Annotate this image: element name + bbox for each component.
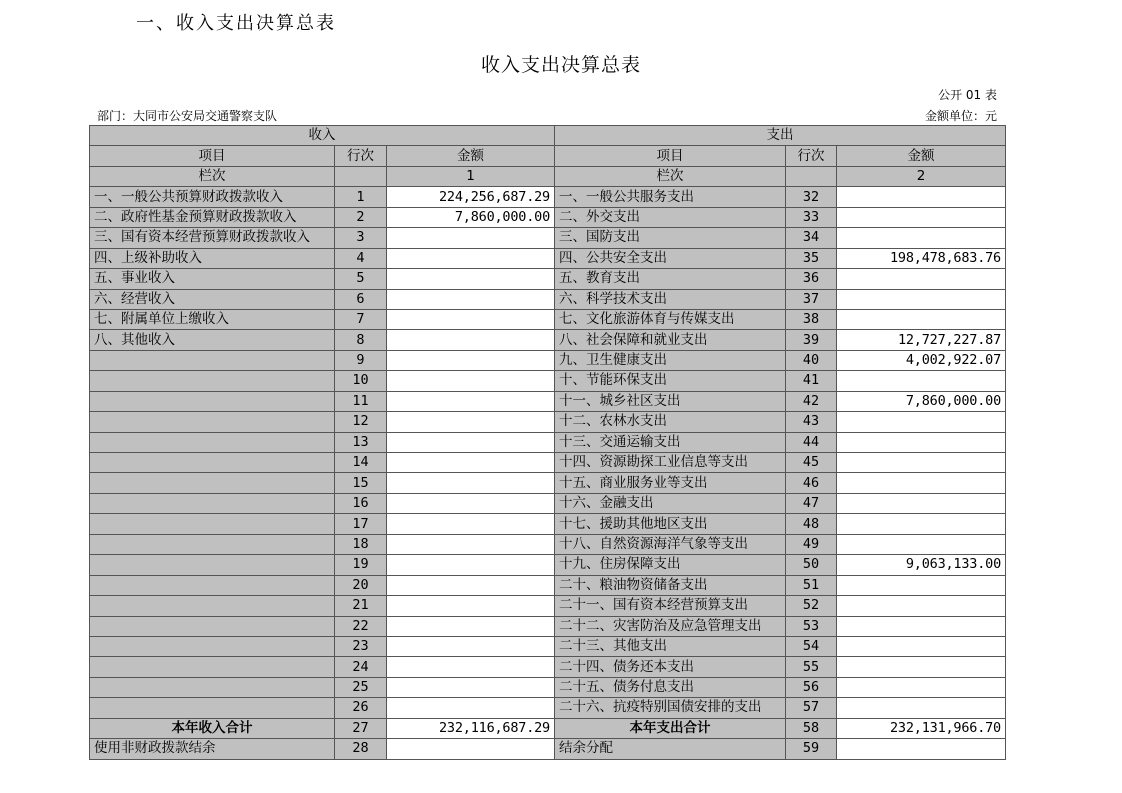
expense-item-cell: 二十四、债务还本支出 [555, 657, 786, 677]
expense-item-cell: 十四、资源勘探工业信息等支出 [555, 453, 786, 473]
income-rowno-cell: 24 [335, 657, 387, 677]
income-amount-cell [387, 371, 555, 391]
expense-item-cell: 二十五、债务付息支出 [555, 677, 786, 697]
expense-item-cell: 十八、自然资源海洋气象等支出 [555, 534, 786, 554]
income-amount-cell [387, 677, 555, 697]
expense-rowno-cell: 51 [786, 575, 837, 595]
expense-rowno-cell: 47 [786, 493, 837, 513]
income-item-cell [90, 371, 335, 391]
income-amount-cell: 224,256,687.29 [387, 187, 555, 207]
income-rowno-cell: 8 [335, 330, 387, 350]
expense-item-cell: 七、文化旅游体育与传媒支出 [555, 309, 786, 329]
income-item-cell [90, 534, 335, 554]
table-row [90, 453, 1006, 473]
income-rowno-cell: 17 [335, 514, 387, 534]
expense-amount-cell [837, 289, 1006, 309]
income-item-cell [90, 616, 335, 636]
income-amount-cell [387, 657, 555, 677]
expense-item-cell: 二十六、抗疫特别国债安排的支出 [555, 698, 786, 718]
expense-item-cell: 十五、商业服务业等支出 [555, 473, 786, 493]
expense-col-label: 栏次 [555, 166, 786, 186]
income-item-cell [90, 391, 335, 411]
expense-rowno-cell: 35 [786, 248, 837, 268]
table-row [90, 575, 1006, 595]
income-amount-cell [387, 493, 555, 513]
table-row [90, 657, 1006, 677]
table-row [90, 330, 1006, 350]
table-row [90, 698, 1006, 718]
income-item-cell [90, 636, 335, 656]
expense-rowno-cell: 39 [786, 330, 837, 350]
income-item-cell [90, 493, 335, 513]
income-item-cell [90, 514, 335, 534]
table-row [90, 289, 1006, 309]
expense-amount-cell [837, 473, 1006, 493]
expense-item-cell: 十、节能环保支出 [555, 371, 786, 391]
expense-item-cell: 二十三、其他支出 [555, 636, 786, 656]
income-total-rowno: 27 [335, 718, 387, 738]
expense-rowno-cell: 40 [786, 350, 837, 370]
income-item-header: 项目 [90, 146, 335, 166]
expense-item-cell: 二、外交支出 [555, 207, 786, 227]
income-col-label: 栏次 [90, 166, 335, 186]
column-header-row [90, 146, 1006, 166]
income-item-cell [90, 350, 335, 370]
expense-item-cell: 十六、金融支出 [555, 493, 786, 513]
income-item-cell: 二、政府性基金预算财政拨款收入 [90, 207, 335, 227]
income-item-cell: 一、一般公共预算财政拨款收入 [90, 187, 335, 207]
income-item-cell [90, 575, 335, 595]
income-col-blank [335, 166, 387, 186]
expense-amount-cell: 4,002,922.07 [837, 350, 1006, 370]
income-rowno-cell: 28 [335, 739, 387, 759]
income-item-cell [90, 453, 335, 473]
table-row [90, 514, 1006, 534]
income-amount-header: 金额 [387, 146, 555, 166]
table-row [90, 207, 1006, 227]
income-amount-cell [387, 391, 555, 411]
column-number-row [90, 166, 1006, 186]
income-rowno-cell: 19 [335, 555, 387, 575]
table-row [90, 473, 1006, 493]
income-rowno-cell: 26 [335, 698, 387, 718]
income-amount-cell [387, 698, 555, 718]
expense-col-number: 2 [837, 166, 1006, 186]
expense-amount-cell [837, 432, 1006, 452]
income-total-amount: 232,116,687.29 [387, 718, 555, 738]
income-amount-cell [387, 534, 555, 554]
income-amount-cell [387, 432, 555, 452]
income-item-cell: 三、国有资本经营预算财政拨款收入 [90, 228, 335, 248]
income-rowno-cell: 25 [335, 677, 387, 697]
income-amount-cell [387, 739, 555, 759]
expense-rowno-cell: 59 [786, 739, 837, 759]
income-amount-cell [387, 596, 555, 616]
expense-amount-cell [837, 636, 1006, 656]
table-row [90, 493, 1006, 513]
expense-amount-cell [837, 698, 1006, 718]
table-row [90, 187, 1006, 207]
expense-rowno-cell: 44 [786, 432, 837, 452]
income-rowno-cell: 11 [335, 391, 387, 411]
income-amount-cell [387, 412, 555, 432]
page-title: 收入支出决算总表 [480, 54, 641, 76]
income-amount-cell [387, 616, 555, 636]
expense-rowno-cell: 54 [786, 636, 837, 656]
expense-total-rowno: 58 [786, 718, 837, 738]
income-rowno-cell: 15 [335, 473, 387, 493]
income-item-cell: 七、附属单位上缴收入 [90, 309, 335, 329]
income-item-cell: 八、其他收入 [90, 330, 335, 350]
income-rowno-cell: 14 [335, 453, 387, 473]
expense-col-blank [786, 166, 837, 186]
income-item-cell: 五、事业收入 [90, 269, 335, 289]
income-item-cell [90, 473, 335, 493]
expense-rowno-cell: 34 [786, 228, 837, 248]
expense-item-cell: 一、一般公共服务支出 [555, 187, 786, 207]
income-item-cell [90, 555, 335, 575]
expense-item-cell: 十三、交通运输支出 [555, 432, 786, 452]
expense-item-cell: 十二、农林水支出 [555, 412, 786, 432]
income-rowno-cell: 2 [335, 207, 387, 227]
income-amount-cell [387, 350, 555, 370]
expense-rowno-cell: 43 [786, 412, 837, 432]
expense-rowno-cell: 55 [786, 657, 837, 677]
table-row [90, 412, 1006, 432]
income-rowno-cell: 4 [335, 248, 387, 268]
expense-amount-cell [837, 187, 1006, 207]
income-amount-cell [387, 289, 555, 309]
income-rowno-cell: 3 [335, 228, 387, 248]
expense-amount-cell [837, 207, 1006, 227]
expense-amount-cell [837, 616, 1006, 636]
expense-amount-header: 金额 [837, 146, 1006, 166]
expense-rowno-cell: 46 [786, 473, 837, 493]
income-rowno-cell: 23 [335, 636, 387, 656]
expense-amount-cell: 198,478,683.76 [837, 248, 1006, 268]
expense-rowno-cell: 45 [786, 453, 837, 473]
expense-rowno-header: 行次 [786, 146, 837, 166]
table-row [90, 248, 1006, 268]
expense-item-cell: 十一、城乡社区支出 [555, 391, 786, 411]
income-item-cell [90, 698, 335, 718]
income-group-header: 收入 [90, 126, 555, 146]
income-amount-cell [387, 514, 555, 534]
expense-amount-cell [837, 269, 1006, 289]
expense-amount-cell [837, 739, 1006, 759]
income-rowno-cell: 18 [335, 534, 387, 554]
expense-amount-cell [837, 514, 1006, 534]
expense-rowno-cell: 56 [786, 677, 837, 697]
income-item-cell [90, 677, 335, 697]
expense-rowno-cell: 42 [786, 391, 837, 411]
income-amount-cell [387, 575, 555, 595]
income-total-label: 本年收入合计 [90, 718, 335, 738]
expense-amount-cell: 7,860,000.00 [837, 391, 1006, 411]
income-rowno-cell: 10 [335, 371, 387, 391]
table-row [90, 616, 1006, 636]
income-amount-cell [387, 473, 555, 493]
department-label: 部门：大同市公安局交通警察支队 [97, 109, 278, 123]
expense-amount-cell [837, 228, 1006, 248]
expense-amount-cell [837, 493, 1006, 513]
table-body [90, 126, 1006, 760]
expense-item-cell: 结余分配 [555, 739, 786, 759]
table-row [90, 228, 1006, 248]
form-number: 公开 01 表 [938, 88, 997, 102]
income-rowno-cell: 22 [335, 616, 387, 636]
income-rowno-cell: 13 [335, 432, 387, 452]
expense-rowno-cell: 57 [786, 698, 837, 718]
table-row [90, 350, 1006, 370]
expense-amount-cell: 9,063,133.00 [837, 555, 1006, 575]
table-row [90, 269, 1006, 289]
table-row [90, 636, 1006, 656]
expense-amount-cell [837, 677, 1006, 697]
income-rowno-header: 行次 [335, 146, 387, 166]
expense-amount-cell [837, 309, 1006, 329]
expense-group-header: 支出 [555, 126, 1006, 146]
income-item-cell [90, 412, 335, 432]
income-amount-cell [387, 248, 555, 268]
expense-rowno-cell: 48 [786, 514, 837, 534]
income-amount-cell [387, 309, 555, 329]
expense-item-cell: 八、社会保障和就业支出 [555, 330, 786, 350]
table-row [90, 309, 1006, 329]
table-row [90, 739, 1006, 759]
expense-total-label: 本年支出合计 [555, 718, 786, 738]
expense-item-cell: 十九、住房保障支出 [555, 555, 786, 575]
income-rowno-cell: 21 [335, 596, 387, 616]
expense-item-cell: 二十、粮油物资储备支出 [555, 575, 786, 595]
income-amount-cell [387, 453, 555, 473]
income-rowno-cell: 7 [335, 309, 387, 329]
expense-rowno-cell: 50 [786, 555, 837, 575]
income-amount-cell [387, 228, 555, 248]
budget-summary-table [89, 125, 1006, 760]
table-row [90, 371, 1006, 391]
expense-item-cell: 六、科学技术支出 [555, 289, 786, 309]
expense-amount-cell [837, 575, 1006, 595]
expense-rowno-cell: 49 [786, 534, 837, 554]
table-row [90, 677, 1006, 697]
expense-rowno-cell: 53 [786, 616, 837, 636]
income-rowno-cell: 5 [335, 269, 387, 289]
expense-rowno-cell: 37 [786, 289, 837, 309]
expense-rowno-cell: 38 [786, 309, 837, 329]
amount-unit-label: 金额单位：元 [924, 109, 997, 123]
section-title: 一、收入支出决算总表 [136, 13, 336, 34]
table-row [90, 534, 1006, 554]
income-item-cell [90, 432, 335, 452]
table-row [90, 391, 1006, 411]
expense-total-amount: 232,131,966.70 [837, 718, 1006, 738]
totals-row [90, 718, 1006, 738]
income-amount-cell [387, 636, 555, 656]
table-row [90, 432, 1006, 452]
income-item-cell [90, 657, 335, 677]
expense-amount-cell [837, 371, 1006, 391]
income-item-cell [90, 596, 335, 616]
expense-amount-cell: 12,727,227.87 [837, 330, 1006, 350]
expense-amount-cell [837, 534, 1006, 554]
income-rowno-cell: 9 [335, 350, 387, 370]
expense-item-header: 项目 [555, 146, 786, 166]
expense-item-cell: 四、公共安全支出 [555, 248, 786, 268]
table-row [90, 596, 1006, 616]
income-rowno-cell: 20 [335, 575, 387, 595]
expense-item-cell: 二十一、国有资本经营预算支出 [555, 596, 786, 616]
expense-rowno-cell: 52 [786, 596, 837, 616]
expense-item-cell: 三、国防支出 [555, 228, 786, 248]
income-rowno-cell: 16 [335, 493, 387, 513]
expense-item-cell: 十七、援助其他地区支出 [555, 514, 786, 534]
table-row [90, 555, 1006, 575]
income-amount-cell [387, 269, 555, 289]
expense-amount-cell [837, 453, 1006, 473]
group-header-row [90, 126, 1006, 146]
income-amount-cell [387, 555, 555, 575]
income-col-number: 1 [387, 166, 555, 186]
income-amount-cell: 7,860,000.00 [387, 207, 555, 227]
income-amount-cell [387, 330, 555, 350]
expense-item-cell: 二十二、灾害防治及应急管理支出 [555, 616, 786, 636]
expense-amount-cell [837, 412, 1006, 432]
expense-item-cell: 五、教育支出 [555, 269, 786, 289]
income-rowno-cell: 12 [335, 412, 387, 432]
income-item-cell: 四、上级补助收入 [90, 248, 335, 268]
income-rowno-cell: 6 [335, 289, 387, 309]
expense-amount-cell [837, 657, 1006, 677]
expense-rowno-cell: 32 [786, 187, 837, 207]
income-rowno-cell: 1 [335, 187, 387, 207]
expense-rowno-cell: 36 [786, 269, 837, 289]
income-item-cell: 使用非财政拨款结余 [90, 739, 335, 759]
expense-rowno-cell: 41 [786, 371, 837, 391]
expense-rowno-cell: 33 [786, 207, 837, 227]
income-item-cell: 六、经营收入 [90, 289, 335, 309]
expense-amount-cell [837, 596, 1006, 616]
expense-item-cell: 九、卫生健康支出 [555, 350, 786, 370]
